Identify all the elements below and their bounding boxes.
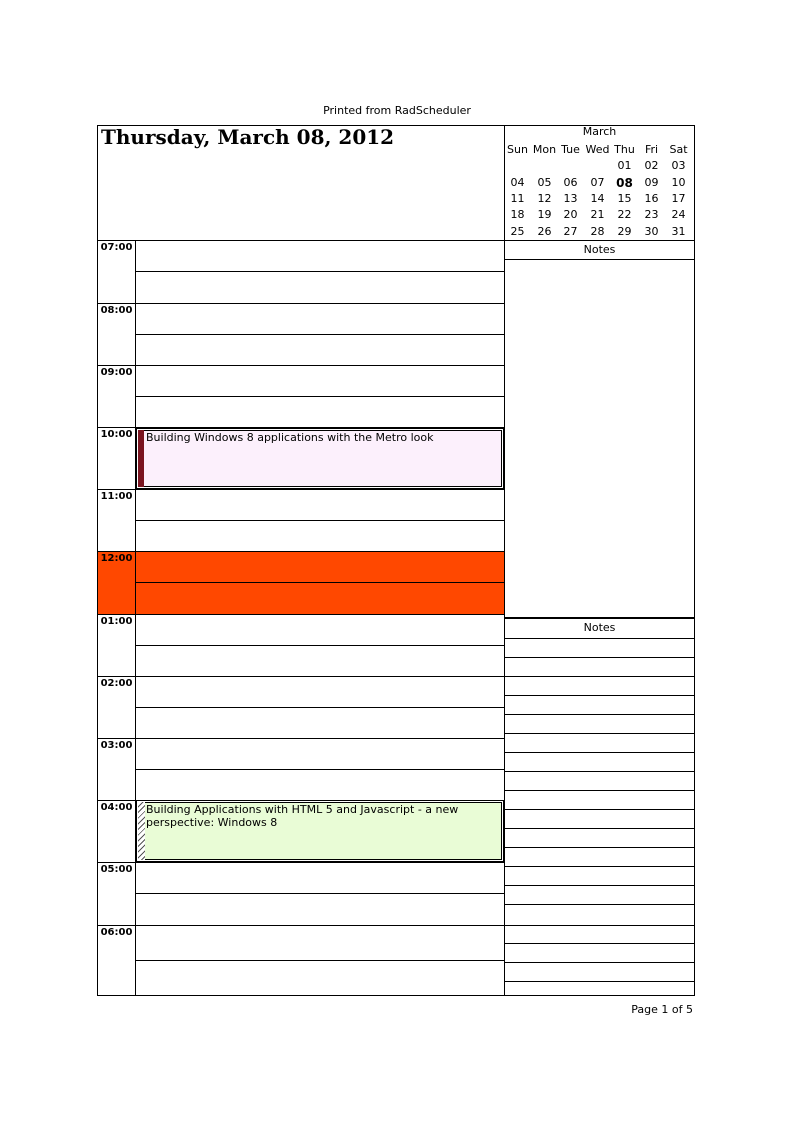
- appointment-html5-javascript[interactable]: [136, 800, 504, 862]
- time-slot-label: 02:00: [100, 678, 133, 689]
- weekday-header: Mon: [532, 143, 557, 156]
- calendar-day[interactable]: 23: [644, 208, 659, 221]
- notes-label-top: Notes: [583, 243, 616, 256]
- note-row-line: [504, 885, 695, 886]
- note-row-line: [504, 657, 695, 658]
- time-gutter-divider: [135, 240, 136, 996]
- hour-line: [97, 303, 504, 304]
- notes-header-line: [504, 638, 695, 639]
- time-slot-label: 05:00: [100, 864, 133, 875]
- note-row-line: [504, 828, 695, 829]
- half-hour-line: [135, 582, 504, 583]
- half-hour-line: [135, 334, 504, 335]
- note-row-line: [504, 771, 695, 772]
- weekday-header: Tue: [561, 143, 580, 156]
- note-row-line: [504, 752, 695, 753]
- weekday-header: Fri: [644, 143, 659, 156]
- time-slot-label: 10:00: [100, 429, 133, 440]
- weekday-header: Wed: [585, 143, 610, 156]
- half-hour-line: [135, 520, 504, 521]
- time-slot-label: 06:00: [100, 927, 133, 938]
- calendar-day[interactable]: 15: [617, 192, 632, 205]
- calendar-day[interactable]: 31: [671, 225, 686, 238]
- calendar-day[interactable]: 17: [671, 192, 686, 205]
- calendar-day[interactable]: 10: [671, 176, 686, 189]
- calendar-day[interactable]: 07: [590, 176, 605, 189]
- note-row-line: [504, 943, 695, 944]
- calendar-day[interactable]: 06: [563, 176, 578, 189]
- calendar-day[interactable]: 12: [537, 192, 552, 205]
- notes-header-line: [504, 259, 695, 260]
- calendar-day[interactable]: 22: [617, 208, 632, 221]
- notes-label-bottom: Notes: [583, 621, 616, 634]
- weekday-header: Sun: [507, 143, 528, 156]
- hour-line: [97, 862, 504, 863]
- calendar-day[interactable]: 26: [537, 225, 552, 238]
- tentative-hatch-marker: [138, 802, 145, 860]
- note-row-line: [504, 866, 695, 867]
- hour-line: [97, 925, 504, 926]
- printed-from-header: Printed from RadScheduler: [323, 104, 471, 117]
- calendar-day[interactable]: 29: [617, 225, 632, 238]
- appointment-accent-bar: [138, 430, 144, 487]
- hour-line: [97, 551, 504, 552]
- header-separator: [97, 240, 695, 241]
- day-title: Thursday, March 08, 2012: [101, 125, 395, 149]
- half-hour-line: [135, 960, 504, 961]
- time-slot-label: 12:00: [100, 553, 133, 564]
- time-slot-label: 04:00: [100, 802, 133, 813]
- note-row-line: [504, 714, 695, 715]
- calendar-day[interactable]: 09: [644, 176, 659, 189]
- hour-line: [97, 365, 504, 366]
- half-hour-line: [135, 707, 504, 708]
- time-slot-label: 03:00: [100, 740, 133, 751]
- calendar-day[interactable]: 25: [510, 225, 525, 238]
- calendar-day[interactable]: 04: [510, 176, 525, 189]
- time-slot-label: 11:00: [100, 491, 133, 502]
- calendar-day[interactable]: 28: [590, 225, 605, 238]
- hour-line: [97, 489, 504, 490]
- hour-line: [97, 614, 504, 615]
- calendar-day-selected[interactable]: 08: [616, 176, 633, 190]
- calendar-day[interactable]: 21: [590, 208, 605, 221]
- weekday-header: Thu: [614, 143, 635, 156]
- half-hour-line: [135, 769, 504, 770]
- page-number: Page 1 of 5: [631, 1003, 693, 1016]
- calendar-day[interactable]: 18: [510, 208, 525, 221]
- calendar-day[interactable]: 03: [671, 159, 686, 172]
- note-row-line: [504, 925, 695, 926]
- time-slot-label: 09:00: [100, 367, 133, 378]
- calendar-day[interactable]: 05: [537, 176, 552, 189]
- weekday-header: Sat: [669, 143, 688, 156]
- time-slot-label: 07:00: [100, 242, 133, 253]
- calendar-day[interactable]: 24: [671, 208, 686, 221]
- note-row-line: [504, 981, 695, 982]
- calendar-day[interactable]: 27: [563, 225, 578, 238]
- calendar-day[interactable]: 14: [590, 192, 605, 205]
- calendar-day[interactable]: 01: [617, 159, 632, 172]
- half-hour-line: [135, 645, 504, 646]
- half-hour-line: [135, 396, 504, 397]
- half-hour-line: [135, 271, 504, 272]
- note-row-line: [504, 962, 695, 963]
- mini-calendar-month: March: [582, 125, 617, 138]
- note-row-line: [504, 790, 695, 791]
- calendar-day[interactable]: 19: [537, 208, 552, 221]
- note-row-line: [504, 733, 695, 734]
- calendar-day[interactable]: 20: [563, 208, 578, 221]
- appointment-title: Building Windows 8 applications with the Metro look: [146, 431, 434, 444]
- half-hour-line: [135, 893, 504, 894]
- note-row-line: [504, 695, 695, 696]
- hour-line: [97, 738, 504, 739]
- note-row-line: [504, 676, 695, 677]
- time-slot-label: 08:00: [100, 305, 133, 316]
- appointment-title: Building Applications with HTML 5 and Javascript - a new perspective: Windows 8: [146, 803, 459, 829]
- time-slot-label: 01:00: [100, 616, 133, 627]
- calendar-day[interactable]: 02: [644, 159, 659, 172]
- calendar-day[interactable]: 30: [644, 225, 659, 238]
- appointment-windows8-metro[interactable]: [136, 428, 504, 489]
- calendar-day[interactable]: 11: [510, 192, 525, 205]
- note-row-line: [504, 809, 695, 810]
- calendar-day[interactable]: 16: [644, 192, 659, 205]
- calendar-day[interactable]: 13: [563, 192, 578, 205]
- note-row-line: [504, 847, 695, 848]
- hour-line: [97, 676, 504, 677]
- notes-section-divider: [504, 617, 695, 619]
- note-row-line: [504, 904, 695, 905]
